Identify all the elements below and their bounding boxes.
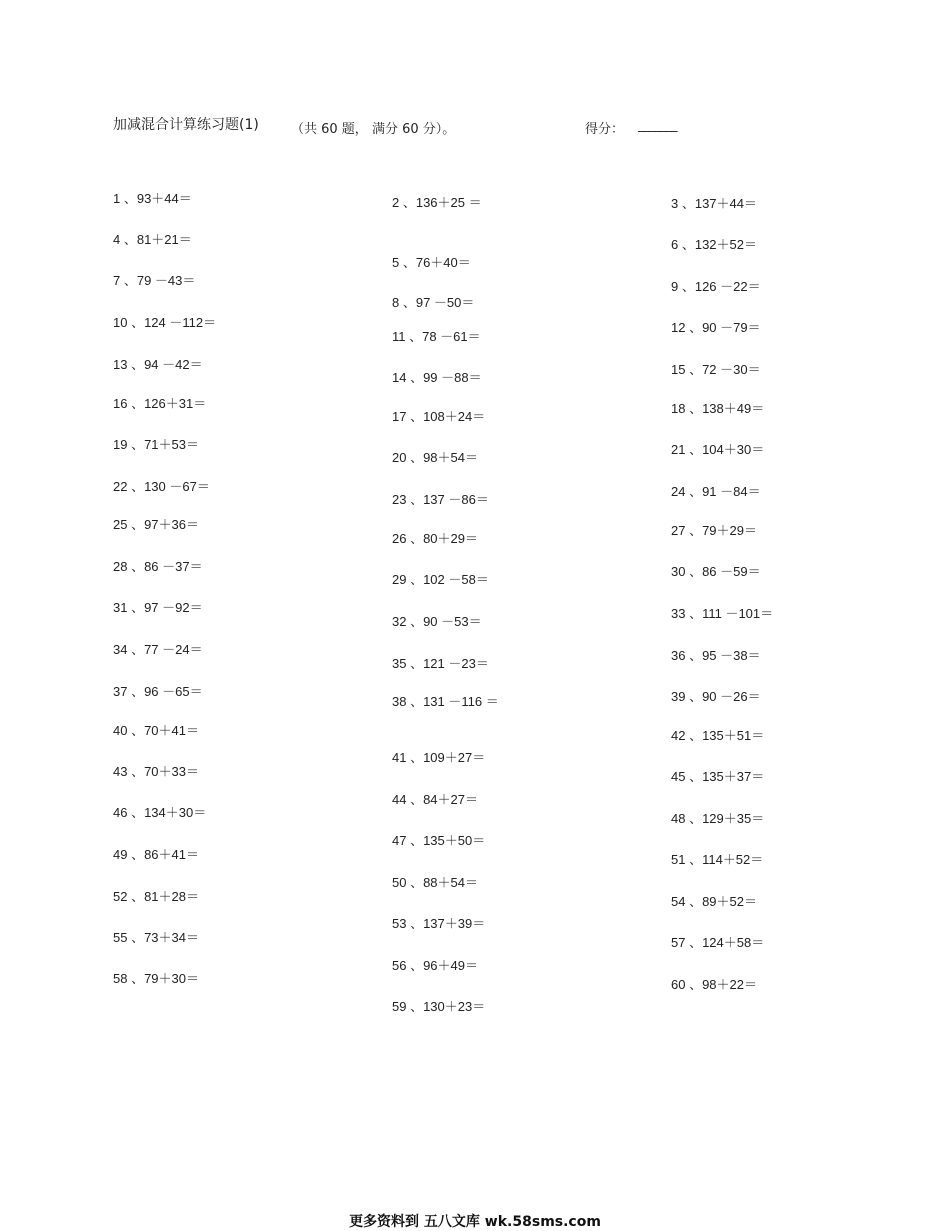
question-item: 21 、104＋30＝	[671, 442, 765, 457]
question-item: 1 、93＋44＝	[113, 191, 192, 206]
question-item: 44 、84＋27＝	[392, 792, 478, 807]
question-item: 43 、70＋33＝	[113, 764, 199, 779]
question-item: 2 、136＋25 ＝	[392, 195, 482, 210]
question-item: 45 、135＋37＝	[671, 769, 765, 784]
question-item: 22 、130 －67＝	[113, 479, 210, 494]
question-item: 57 、124＋58＝	[671, 935, 765, 950]
question-item: 25 、97＋36＝	[113, 517, 199, 532]
question-item: 24 、91 －84＝	[671, 484, 761, 499]
question-item: 32 、90 －53＝	[392, 614, 482, 629]
question-item: 16 、126＋31＝	[113, 396, 207, 411]
question-item: 18 、138＋49＝	[671, 401, 765, 416]
question-item: 11 、78 －61＝	[392, 329, 481, 344]
question-item: 28 、86 －37＝	[113, 559, 203, 574]
question-item: 39 、90 －26＝	[671, 689, 761, 704]
question-item: 58 、79＋30＝	[113, 971, 199, 986]
question-item: 59 、130＋23＝	[392, 999, 486, 1014]
question-item: 27 、79＋29＝	[671, 523, 757, 538]
question-item: 14 、99 －88＝	[392, 370, 482, 385]
question-item: 19 、71＋53＝	[113, 437, 199, 452]
question-item: 15 、72 －30＝	[671, 362, 761, 377]
question-count-note: （共 60 题， 满分 60 分）。	[291, 122, 456, 137]
question-item: 37 、96 －65＝	[113, 684, 203, 699]
question-item: 3 、137＋44＝	[671, 196, 757, 211]
question-item: 41 、109＋27＝	[392, 750, 486, 765]
worksheet-title: 加减混合计算练习题(1)	[113, 117, 259, 133]
question-item: 60 、98＋22＝	[671, 977, 757, 992]
question-item: 23 、137 －86＝	[392, 492, 489, 507]
question-item: 52 、81＋28＝	[113, 889, 199, 904]
question-item: 34 、77 －24＝	[113, 642, 203, 657]
question-item: 51 、114＋52＝	[671, 852, 764, 867]
question-item: 13 、94 －42＝	[113, 357, 203, 372]
question-item: 50 、88＋54＝	[392, 875, 478, 890]
score-blank-line: _______	[638, 118, 677, 133]
question-item: 17 、108＋24＝	[392, 409, 486, 424]
question-item: 48 、129＋35＝	[671, 811, 765, 826]
question-item: 46 、134＋30＝	[113, 805, 207, 820]
question-item: 9 、126 －22＝	[671, 279, 761, 294]
question-item: 29 、102 －58＝	[392, 572, 489, 587]
question-item: 4 、81＋21＝	[113, 232, 192, 247]
footer-watermark-text: 更多资料到 五八文库 wk.58sms.com	[349, 1214, 601, 1230]
question-item: 5 、76＋40＝	[392, 255, 471, 270]
question-item: 10 、124 －112＝	[113, 315, 217, 330]
question-item: 6 、132＋52＝	[671, 237, 757, 252]
question-item: 49 、86＋41＝	[113, 847, 199, 862]
question-item: 35 、121 －23＝	[392, 656, 489, 671]
question-item: 20 、98＋54＝	[392, 450, 478, 465]
question-item: 30 、86 －59＝	[671, 564, 761, 579]
question-item: 33 、111 －101＝	[671, 606, 774, 621]
question-item: 12 、90 －79＝	[671, 320, 761, 335]
question-item: 26 、80＋29＝	[392, 531, 478, 546]
question-item: 55 、73＋34＝	[113, 930, 199, 945]
question-item: 47 、135＋50＝	[392, 833, 486, 848]
question-item: 38 、131 －116 ＝	[392, 694, 499, 709]
question-item: 54 、89＋52＝	[671, 894, 757, 909]
score-label: 得分：	[585, 122, 625, 137]
question-item: 40 、70＋41＝	[113, 723, 199, 738]
question-item: 56 、96＋49＝	[392, 958, 478, 973]
question-item: 7 、79 －43＝	[113, 273, 196, 288]
question-item: 42 、135＋51＝	[671, 728, 765, 743]
question-item: 31 、97 －92＝	[113, 600, 203, 615]
question-item: 36 、95 －38＝	[671, 648, 761, 663]
question-item: 8 、97 －50＝	[392, 295, 475, 310]
question-item: 53 、137＋39＝	[392, 916, 486, 931]
